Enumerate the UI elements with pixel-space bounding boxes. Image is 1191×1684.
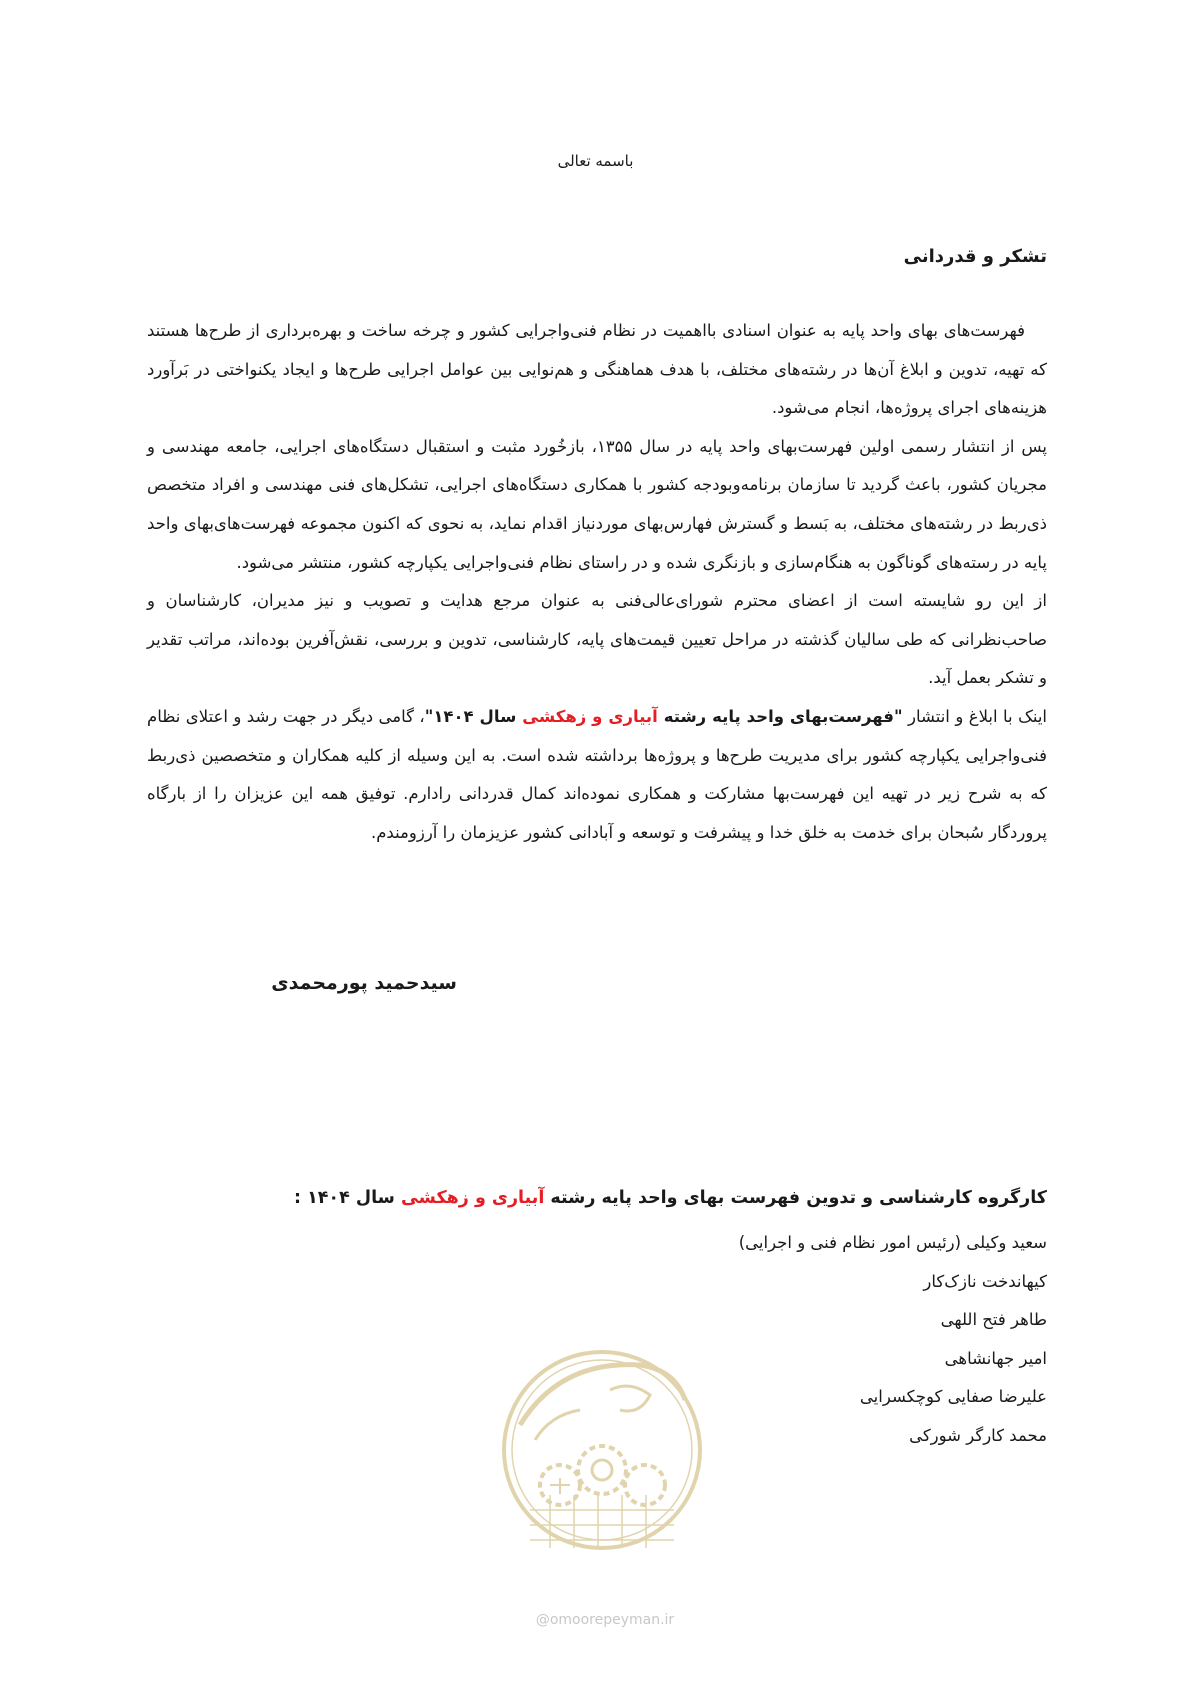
team-members-list <box>739 1224 1047 1455</box>
watermark-url: @omoorepeyman.ir <box>535 1612 675 1628</box>
team-title-discipline: آبیاری و زهکشی <box>400 1188 545 1208</box>
team-member: طاهر فتح اللهی <box>940 1310 1047 1329</box>
price-list-title-part1: "فهرست‌بهای واحد پایه رشته <box>657 706 903 726</box>
bismillah-header: باسمه تعالی <box>557 152 634 170</box>
team-member: سعید وکیلی (رئیس امور نظام فنی و اجرایی) <box>738 1233 1047 1252</box>
team-member: محمد کارگر شورکی <box>909 1425 1047 1445</box>
paragraph-4 <box>147 698 1047 852</box>
paragraph-4-rest: ، گامی دیگر در جهت رشد و اعتلای نظام فنی‌واجرایی یکپارچه کشور برای مدیریت طرح‌ها و پروژه‌ها برداشته شده است. به این وسیله از کلیه همکاران و متخصصین ذی‌ربط که به شرح زیر در تهیه این فهرست‌بها مشارکت و همکاری نموده‌اند کمال قدردانی رادارم. توفیق همه این عزیزان را از بارگاه پروردگار سُبحان برای خدمت به خلق خدا و پیشرفت و توسعه و آبادانی کشور عزیزمان را آرزومندم. <box>147 706 1047 842</box>
signature-name: سیدحمید پورمحمدی <box>271 972 457 994</box>
team-member: کیهاندخت نازک‌کار <box>923 1271 1047 1291</box>
paragraph-2: پس از انتشار رسمی اولین فهرست‌بهای واحد پایه در سال ۱۳۵۵، بازخُورد مثبت و استقبال دستگاه‌های اجرایی، جامعه مهندسی و مجریان کشور، باعث گردید تا سازمان برنامه‌وبودجه کشور با همکاری دستگاه‌های اجرایی، تشکل‌های فنی مهندسی و افراد متخصص ذی‌ربط در رشته‌های مختلف، به بَسط و گسترش فهارس‌بهای موردنیاز اقدام نماید، به نحوی که اکنون مجموعه فهرست‌های‌بهای واحد پایه در رسته‌های گوناگون به هنگام‌سازی و بازنگری شده و در راستای نظام فنی‌واجرایی یکپارچه کشور، منتشر می‌شود. <box>147 436 1047 572</box>
team-member: امیر جهانشاهی <box>944 1348 1047 1368</box>
paragraph-4-intro: اینک با ابلاغ و انتشار <box>902 706 1047 726</box>
discipline-name-highlight: آبیاری و زهکشی <box>522 706 658 726</box>
team-member: علیرضا صفایی کوچکسرایی <box>859 1387 1047 1406</box>
team-title-part2: سال ۱۴۰۴ : <box>293 1188 401 1208</box>
paragraph-1: فهرست‌های بهای واحد پایه به عنوان اسنادی بااهمیت در نظام فنی‌واجرایی کشور و چرخه ساخت و بهره‌برداری از طرح‌ها هستند که تهیه، تدوین و ابلاغ آن‌ها در رشته‌های مختلف، با هدف هماهنگی و هم‌نوایی بین عوامل اجرایی طرح‌ها و ایجاد یکنواختی در بَرآورد هزینه‌های اجرای پروژه‌ها، انجام می‌شود. <box>147 321 1047 418</box>
price-list-title-part2: سال ۱۴۰۴" <box>424 706 523 726</box>
paragraph-3: از این رو شایسته است از اعضای محترم شورای‌عالی‌فنی به عنوان مرجع هدایت و تصویب و نیز مدیران، کارشناسان و صاحب‌نظرانی که طی سالیان گذشته در مراحل تعیین قیمت‌های پایه، کارشناسی، تدوین و بررسی، نقش‌آفرین بوده‌اند، مراتب تقدیر و تشکر بعمل آید. <box>147 591 1047 688</box>
watermark <box>490 1320 720 1640</box>
letter-title: تشکر و قدردانی <box>903 246 1047 267</box>
omoorepeyman-logo-icon <box>490 1320 720 1610</box>
letter-body <box>147 312 1047 852</box>
team-title-part1: کارگروه کارشناسی و تدوین فهرست بهای واحد پایه رشته <box>544 1188 1047 1208</box>
team-title <box>294 1188 1047 1208</box>
